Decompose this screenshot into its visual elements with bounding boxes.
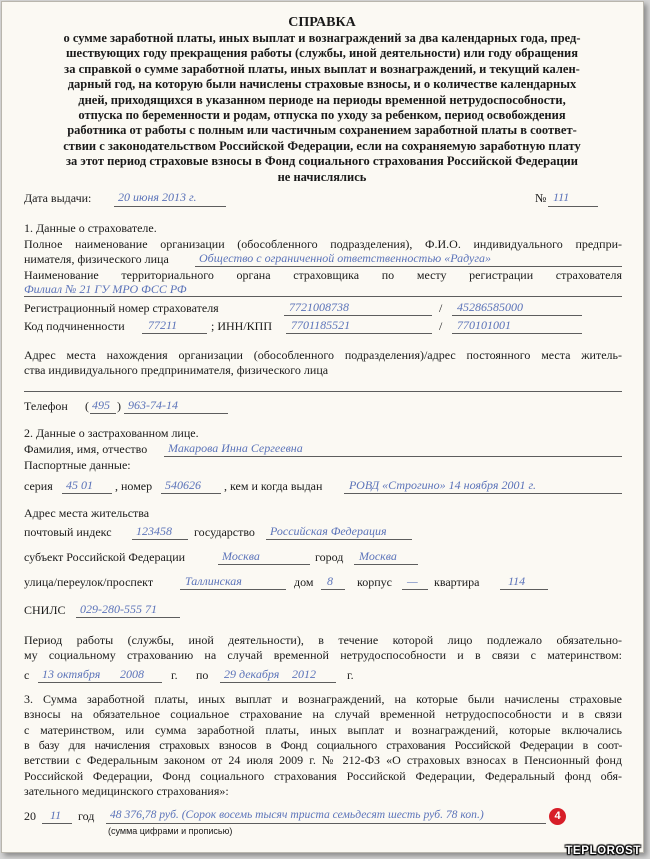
city-label: город (315, 550, 344, 564)
phone-label: Телефон (24, 399, 68, 413)
phone-code-value[interactable]: 495 (92, 398, 110, 412)
issue-number-value[interactable]: 111 (553, 190, 570, 204)
period-to-label: по (196, 668, 209, 682)
heading-line: работника от работы с полным или частичным сохранением заработной платы в соответ- (67, 123, 577, 138)
period-to-year-suffix: г. (347, 668, 354, 682)
snils-value[interactable]: 029-280-555 71 (80, 602, 157, 616)
building-label: корпус (357, 575, 392, 589)
flat-label: квартира (434, 575, 480, 589)
house-value[interactable]: 8 (327, 574, 333, 588)
country-label: государство (194, 525, 255, 539)
issue-number-label: № (535, 191, 547, 205)
inn-kpp-label: ; ИНН/КПП (211, 319, 273, 333)
residence-label: Адрес места жительства (24, 506, 150, 520)
territorial-body-value[interactable]: Филиал № 21 ГУ МРО ФСС РФ (24, 282, 187, 296)
phone-number-value[interactable]: 963-74-14 (128, 398, 178, 412)
sum-amount-caption: (сумма цифрами и прописью) (108, 826, 233, 836)
inn-value[interactable]: 7701185521 (291, 318, 351, 332)
country-value[interactable]: Российская Федерация (270, 524, 387, 538)
issued-by-value[interactable]: РОВД «Строгино» 14 ноября 2001 г. (349, 478, 536, 492)
heading-line: не начислялись (277, 169, 367, 184)
subordination-label: Код подчиненности (24, 319, 125, 333)
period-from-year-suffix: г. (171, 668, 178, 682)
sum-text-line: Российской Федерации, Фонд социального страхования Российской Федерации, Федеральный фонд обя- (24, 768, 622, 783)
fio-label: Фамилия, имя, отчество (24, 442, 148, 456)
series-value[interactable]: 45 01 (66, 478, 93, 492)
sum-amount-underline (106, 823, 546, 824)
snils-underline (76, 617, 180, 618)
period-from-underline (38, 682, 162, 683)
insurer-address-underline (24, 391, 622, 392)
phone-code-underline (90, 413, 116, 414)
sum-text-line: с материнством, или сумма заработной платы, иных выплат и вознаграждений, которые включались (24, 722, 622, 737)
sum-text-line: в базу для начисления страховых взносов в Фонд социального страхования Российской Федерации в соот- (24, 737, 622, 752)
heading-line: за справкой о сумме заработной платы, иных выплат и вознаграждений, и текущий кален- (64, 61, 580, 76)
insured-section-title: 2. Данные о застрахованном лице. (24, 426, 199, 440)
heading-line: отпуска по беременности и родам, отпуска по уходу за ребенком, период освобождения (78, 108, 566, 122)
issue-date-label: Дата выдачи: (24, 191, 92, 205)
subject-underline (218, 564, 310, 565)
period-from-year[interactable]: 2008 (120, 667, 144, 681)
series-underline (62, 493, 112, 494)
sum-text-line: 3. Сумма заработной платы, иных выплат и вознаграждений, на которые были начислены страховые (24, 692, 622, 706)
period-from-value[interactable]: 13 октября (42, 667, 101, 681)
postcode-label: почтовый индекс (24, 525, 112, 539)
watermark-logo: TEPLOROST (565, 845, 641, 857)
heading-line: дарный год, на которую были начислены страховые взносы, и о количестве календарных (67, 77, 577, 92)
reg-number-slash: / (439, 301, 443, 315)
street-value[interactable]: Таллинская (185, 574, 242, 588)
period-to-value[interactable]: 29 декабря (224, 667, 280, 681)
issue-date-value[interactable]: 20 июня 2013 г. (118, 190, 197, 204)
insurer-name-label-cont: нимателя, физического лица (24, 252, 169, 266)
issue-date-underline (114, 206, 226, 207)
issued-by-underline (344, 493, 622, 494)
city-underline (354, 564, 418, 565)
issued-by-label: , кем и когда выдан (224, 479, 323, 493)
inn-kpp-slash: / (439, 319, 443, 333)
insurer-name-underline (195, 266, 622, 267)
heading-line: за этот период страховые взносы в Фонд социального страхования Российской Федерации (66, 154, 578, 169)
heading-line: шествующих году прекращения работы (службы, иной деятельности) или году обращения (65, 46, 579, 61)
insurer-section-title: 1. Данные о страхователе. (24, 221, 157, 235)
reg-number-underline (284, 315, 432, 316)
phone-number-underline (124, 413, 228, 414)
reg-number-value[interactable]: 7721008738 (289, 300, 349, 314)
series-label: серия (24, 479, 53, 493)
insurer-name-label: Полное наименование организации (обособленного подразделения), Ф.И.О. индивидуального предпри- (24, 237, 622, 251)
sum-year-value[interactable]: 11 (50, 808, 62, 822)
subordination-value[interactable]: 77211 (148, 318, 178, 332)
sum-year-label: год (78, 809, 95, 823)
territorial-body-underline (24, 296, 622, 297)
subordination-underline (142, 333, 207, 334)
country-underline (266, 539, 412, 540)
flat-underline (500, 589, 548, 590)
sum-amount-value[interactable]: 48 376,78 руб. (Сорок восемь тысяч триста семьдесят шесть руб. 78 коп.) (110, 808, 484, 821)
postcode-value[interactable]: 123458 (136, 524, 172, 538)
work-period-label: Период работы (службы, иной деятельности), в течение которой лицо подлежало обязательно- (24, 633, 622, 647)
insurer-address-label-cont: ства индивидуального предпринимателя, физического лица (24, 363, 329, 377)
sum-text-line: взносы на обязательное социальное страхование на случай временной нетрудоспособности и в связи (24, 707, 622, 722)
insurer-name-value[interactable]: Общество с ограниченной ответственностью «Радуга» (199, 251, 492, 265)
sum-text-line: зательного медицинского страхования»: (24, 783, 229, 798)
period-from-label: с (24, 668, 30, 682)
callout-badge: 4 (549, 808, 566, 825)
phone-open-paren: ( (85, 399, 89, 413)
sum-year-underline (42, 823, 72, 824)
street-underline (180, 589, 286, 590)
insurer-address-label: Адрес места нахождения организации (обособленного подразделения)/адрес постоянного места житель- (24, 348, 622, 362)
phone-close-paren: ) (117, 399, 121, 413)
heading-line: дней, приходящихся в указанном периоде на периоды временной нетрудоспособности, (78, 92, 566, 107)
passport-number-value[interactable]: 540626 (165, 478, 201, 492)
kpp-underline (452, 333, 582, 334)
city-value[interactable]: Москва (359, 549, 397, 563)
inn-underline (286, 333, 432, 334)
heading-line: о сумме заработной платы, иных выплат и вознаграждений за два календарных года, пред- (63, 31, 581, 45)
territorial-body-label: Наименование территориального органа страховщика по месту регистрации страхователя (24, 268, 622, 282)
house-label: дом (294, 575, 314, 589)
issue-number-underline (548, 206, 598, 207)
kpp-value[interactable]: 770101001 (457, 318, 511, 332)
passport-number-label: , номер (115, 479, 153, 493)
subject-value[interactable]: Москва (222, 549, 260, 563)
building-underline (402, 589, 428, 590)
postcode-underline (132, 539, 188, 540)
certificate-document (1, 1, 644, 853)
period-to-year[interactable]: 2012 (292, 667, 316, 681)
passport-number-underline (161, 493, 221, 494)
reg-number2-value[interactable]: 45286585000 (457, 300, 523, 314)
building-value[interactable]: — (407, 574, 418, 588)
reg-number-label: Регистрационный номер страхователя (24, 301, 219, 315)
heading-line: ствии с законодательством Российской Федерации, если на сохраняемую заработную плату (63, 138, 581, 153)
flat-value[interactable]: 114 (508, 574, 526, 588)
period-to-underline (220, 682, 336, 683)
document-title: СПРАВКА (288, 15, 356, 30)
work-period-label-cont: му социальному страхованию на случай временной нетрудоспособности и в связи с материнством: (24, 648, 622, 662)
house-underline (321, 589, 345, 590)
subject-label: субъект Российской Федерации (24, 550, 186, 564)
sum-text-line: ветствии с Федеральным законом от 24 июля 2009 г. № 212-ФЗ «О страховых взносах в Пенсионный фонд (24, 753, 622, 768)
fio-underline (164, 456, 622, 457)
passport-label: Паспортные данные: (24, 458, 131, 472)
sum-year-prefix: 20 (24, 809, 36, 823)
fio-value[interactable]: Макарова Инна Сергеевна (168, 441, 303, 455)
street-label: улица/переулок/проспект (24, 575, 154, 589)
reg-number2-underline (452, 315, 582, 316)
snils-label: СНИЛС (24, 603, 66, 617)
